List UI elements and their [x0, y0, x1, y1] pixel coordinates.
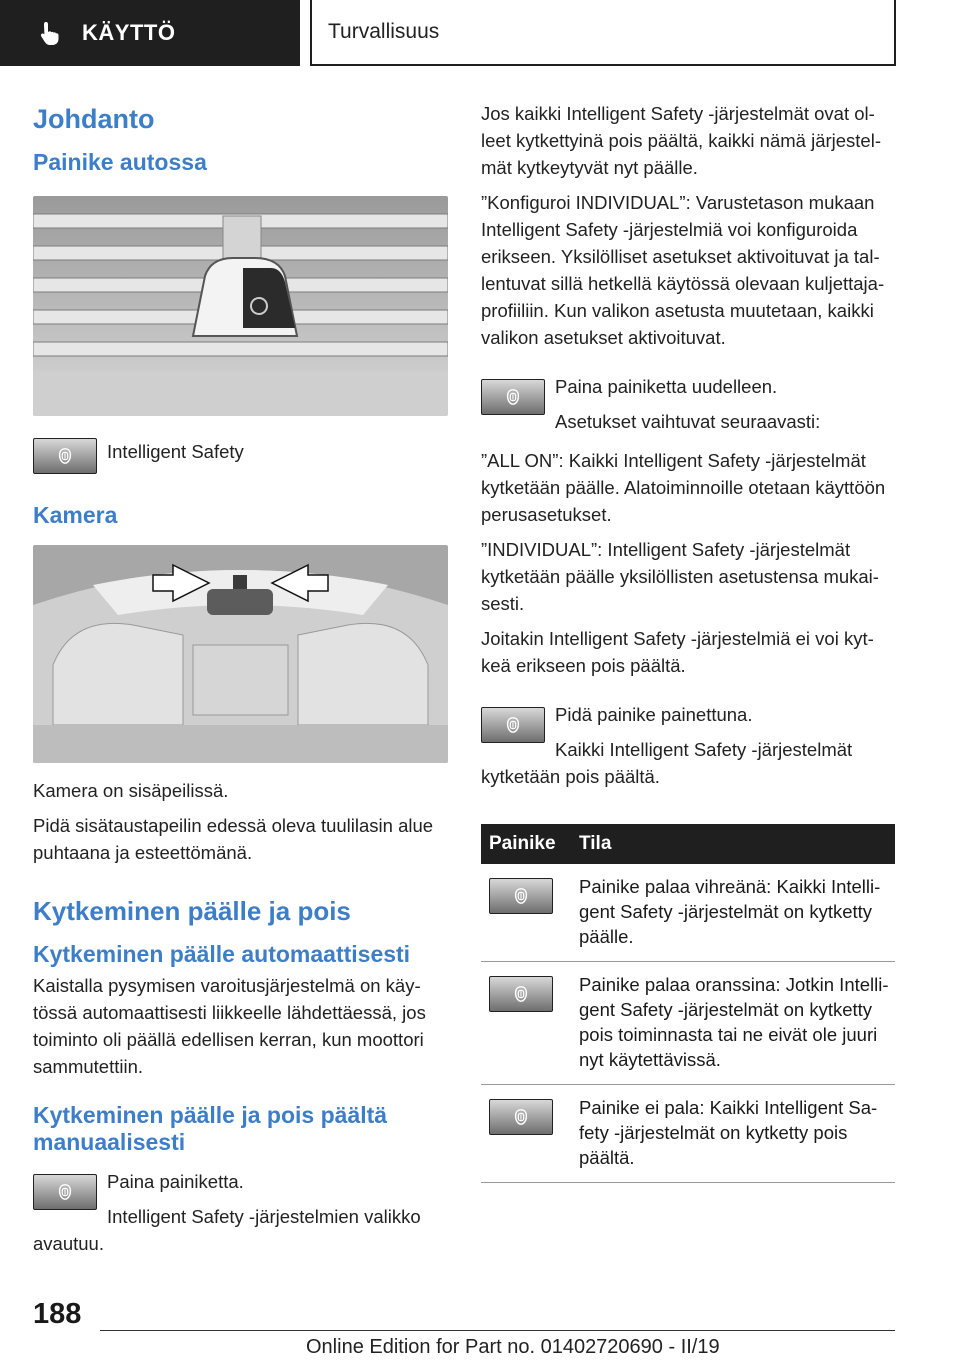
button-off-icon: [489, 1099, 553, 1135]
step-hold-text: Pidä painike painettuna.: [555, 704, 753, 725]
section-tab: [0, 0, 300, 66]
camera-location-text: Kamera on sisäpeilissä.: [33, 780, 229, 801]
section-name: KÄYTTÖ: [82, 20, 176, 45]
intelligent-safety-button-row: [33, 438, 449, 474]
table-row: [481, 1085, 895, 1183]
manual-result-text: Intelligent Safety -järjestelmien valikko avautuu.: [33, 1206, 421, 1254]
individual-text: ”INDIVIDUAL”: Intelligent Safety -järjestelmät kytketään päälle yksilöllisten asetustensa mukai-sesti.: [481, 539, 879, 614]
heading-intro: Johdanto: [33, 104, 155, 134]
intelligent-safety-button-icon: [33, 438, 97, 474]
step-press-again-result: Asetukset vaihtuvat seuraavasti:: [555, 411, 821, 432]
step-hold: [481, 701, 895, 798]
grille-button-photo: [33, 196, 448, 416]
table-cell-status: Painike ei pala: Kaikki Intelligent Sa-fety -järjestelmät on kytketty pois päältä.: [571, 1085, 895, 1183]
manual-step-text: Paina painiketta.: [107, 1171, 244, 1192]
button-caption: Intelligent Safety: [107, 441, 244, 462]
heading-button-in-car: Painike autossa: [33, 149, 207, 175]
intelligent-safety-button-icon: [33, 1174, 97, 1210]
chapter-title: Turvallisuus: [328, 20, 440, 43]
manual-step: [33, 1168, 449, 1265]
all-on-text: ”ALL ON”: Kaikki Intelligent Safety -järjestelmät kytketään päälle. Alatoiminnoille otetaan käyttöön perusasetukset.: [481, 450, 886, 525]
table-row: [481, 864, 895, 962]
intelligent-safety-button-icon: [481, 379, 545, 415]
step-hold-result: Kaikki Intelligent Safety -järjestelmät kytketään pois päältä.: [481, 739, 853, 787]
step-press-again-text: Paina painiketta uudelleen.: [555, 376, 778, 397]
footer-divider: [100, 1330, 895, 1331]
button-orange-icon: [489, 976, 553, 1012]
table-header-status: Tila: [571, 824, 895, 864]
table-header-button: Painike: [481, 824, 571, 864]
configure-individual-text: ”Konfiguroi INDIVIDUAL”: Varustetason mukaan Intelligent Safety -järjestelmiä voi konfiguroida erikseen. Yksilölliset asetukset aktivoituvat ja tal-lentuvat sillä hetkellä käytössä olevaan kuljettaja-profiiliin. Kun valikon asetusta muutetaan, kaikki valikon asetukset aktivoituvat.: [481, 192, 885, 348]
camera-interior-photo: [33, 545, 448, 763]
table-cell-status: Painike palaa oranssina: Jotkin Intelli-gent Safety -järjestelmät on kytketty pois toiminnasta tai ne eivät ole juuri nyt käytettävissä.: [571, 962, 895, 1085]
hand-pointer-icon: [36, 18, 66, 48]
heading-camera: Kamera: [33, 502, 118, 528]
right-column: [481, 100, 895, 1183]
table-cell-status: Painike palaa vihreänä: Kaikki Intelli-gent Safety -järjestelmät on kytketty päälle.: [571, 864, 895, 962]
all-off-text: Jos kaikki Intelligent Safety -järjestelmät ovat ol-leet kytkettyinä pois päältä, kaikki nämä järjestel-mät kytkeytyvät nyt päälle.: [481, 103, 881, 178]
table-row: [481, 962, 895, 1085]
button-status-table: [481, 824, 895, 1183]
auto-on-text: Kaistalla pysymisen varoitusjärjestelmä on käy-tössä automaattisesti liikkeelle lähdettäessä, jos toiminto oli päällä edellisen kerran, kun moottori sammutettiin.: [33, 975, 426, 1077]
heading-switch-on-off: Kytkeminen päälle ja pois: [33, 896, 351, 926]
camera-clean-text: Pidä sisätaustapeilin edessä oleva tuulilasin alue puhtaana ja esteettömänä.: [33, 815, 434, 863]
edition-text: Online Edition for Part no. 01402720690 - II/19: [306, 1336, 720, 1358]
page-number: 188: [33, 1298, 82, 1330]
step-press-again: [481, 373, 895, 443]
intelligent-safety-button-icon: [481, 707, 545, 743]
button-green-icon: [489, 878, 553, 914]
heading-auto-on: Kytkeminen päälle automaattisesti: [33, 941, 411, 967]
left-column: [33, 98, 449, 1269]
chapter-tab: [310, 0, 896, 66]
heading-manual: Kytkeminen päälle ja pois päältä manuaalisesti: [33, 1102, 388, 1155]
cannot-disable-text: Joitakin Intelligent Safety -järjestelmiä ei voi kyt-keä erikseen pois päältä.: [481, 628, 874, 676]
